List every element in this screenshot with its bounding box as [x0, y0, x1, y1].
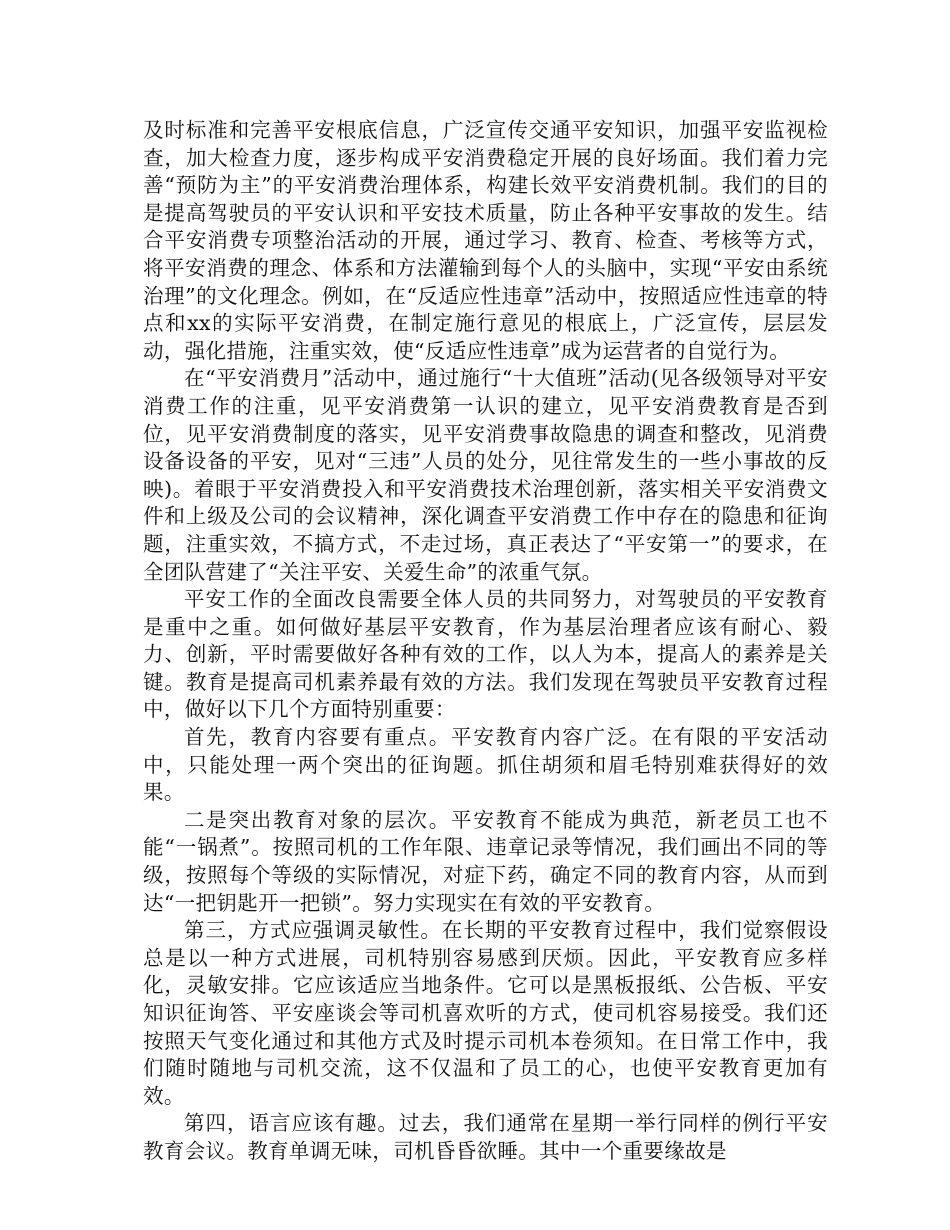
paragraph-4: 首先，教育内容要有重点。平安教育内容广泛。在有限的平安活动中，只能处理一两个突出的征询题。抓住胡须和眉毛特别难获得好的效果。 [143, 725, 828, 805]
paragraph-6: 第三，方式应强调灵敏性。在长期的平安教育过程中，我们觉察假设总是以一种方式进展，司机特别容易感到厌烦。因此，平安教育应多样化，灵敏安排。它应该适应当地条件。它可以是黑板报纸、公告板、平安知识征询答、平安座谈会等司机喜欢听的方式，使司机容易接受。我们还按照天气变化通过和其他方式及时提示司机本卷须知。在日常工作中，我们随时随地与司机交流，这不仅温和了员工的心，也使平安教育更加有效。 [143, 918, 828, 1108]
paragraph-2: 在“平安消费月”活动中，通过施行“十大值班”活动(见各级领导对平安消费工作的注重，见平安消费第一认识的建立，见平安消费教育是否到位，见平安消费制度的落实，见平安消费事故隐患的调查和整改，见消费设备设备的平安，见对“三违”人员的处分，见往常发生的一些小事故的反映)。着眼于平安消费投入和平安消费技术治理创新，落实相关平安消费文件和上级及公司的会议精神，深化调查平安消费工作中存在的隐患和征询题，注重实效，不搞方式，不走过场，真正表达了“平安第一”的要求，在全团队营建了“关注平安、关爱生命”的浓重气氛。 [143, 366, 828, 584]
paragraph-1: 及时标准和完善平安根底信息，广泛宣传交通平安知识，加强平安监视检查，加大检查力度，逐步构成平安消费稳定开展的良好场面。我们着力完善“预防为主”的平安消费治理体系，构建长效平安消费机制。我们的目的是提高驾驶员的平安认识和平安技术质量，防止各种平安事故的发生。结合平安消费专项整治活动的开展，通过学习、教育、检查、考核等方式，将平安消费的理念、体系和方法灌输到每个人的头脑中，实现“平安由系统治理”的文化理念。例如，在“反适应性违章”活动中，按照适应性违章的特点和xx的实际平安消费，在制定施行意见的根底上，广泛宣传，层层发动，强化措施，注重实效，使“反适应性违章”成为运营者的自觉行为。 [143, 118, 828, 363]
paragraph-3: 平安工作的全面改良需要全体人员的共同努力，对驾驶员的平安教育是重中之重。如何做好基层平安教育，作为基层治理者应该有耐心、毅力、创新，平时需要做好各种有效的工作，以人为本，提高人的素养是关键。教育是提高司机素养最有效的方法。我们发现在驾驶员平安教育过程中，做好以下几个方面特别重要： [143, 587, 828, 722]
paragraph-7: 第四，语言应该有趣。过去，我们通常在星期一举行同样的例行平安教育会议。教育单调无味，司机昏昏欲睡。其中一个重要缘故是 [143, 1111, 828, 1163]
document-body [143, 117, 828, 1166]
paragraph-5: 二是突出教育对象的层次。平安教育不能成为典范，新老员工也不能“一锅煮”。按照司机的工作年限、违章记录等情况，我们画出不同的等级，按照每个等级的实际情况，对症下药，确定不同的教育内容，从而到达“一把钥匙开一把锁”。努力实现实在有效的平安教育。 [143, 807, 828, 915]
